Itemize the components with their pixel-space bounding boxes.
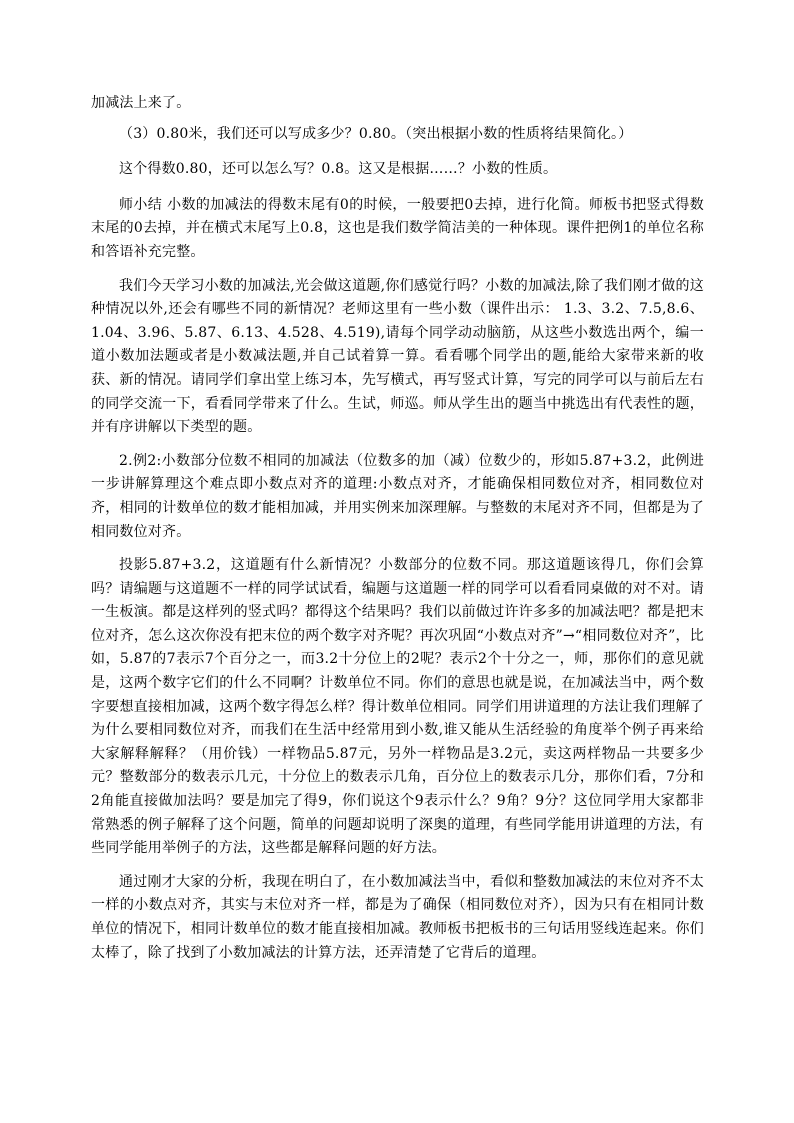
paragraph-result-simplify: 这个得数0.80，还可以怎么写？0.8。这又是根据……？小数的性质。 xyxy=(119,161,558,178)
paragraph-conclusion: 通过刚才大家的分析，我现在明白了，在小数加减法当中，看似和整数加减法的末位对齐不太一样的小数点对齐，其实与末位对齐一样，都是为了确保（相同数位对齐），因为只有在相同计数单位的情况下，相同计数单位的数才能直接相加减。教师板书把板书的三句话用竖线连起来。你们太棒了，除了找到了小数加减法的计算方法，还弄清楚了它背后的道理。 xyxy=(91,873,704,961)
paragraph-teacher-summary: 师小结 小数的加减法的得数末尾有0的时候，一般要把0去掉，进行化简。师板书把竖式得数末尾的0去掉，并在横式末尾写上0.8，这也是我们数学简洁美的一种体现。课件把例1的单位名称和答语补充完整。 xyxy=(91,196,704,260)
document-body xyxy=(91,92,704,965)
paragraph-example-2: 2.例2:小数部分位数不相同的加减法（位数多的加（减）位数少的，形如5.87+3.2，此例进一步讲解算理这个难点即小数点对齐的道理:小数点对齐，才能确保相同数位对齐，相同数位对齐，相同的计数单位的数才能相加减，并用实例来加深理解。与整数的末尾对齐不同，但都是为了相同数位对齐。 xyxy=(91,452,704,540)
paragraph-item-3: （3）0.80米，我们还可以写成多少？0.80。（突出根据小数的性质将结果简化。） xyxy=(119,125,633,142)
paragraph-new-situations: 我们今天学习小数的加减法,光会做这道题,你们感觉行吗？小数的加减法,除了我们刚才做的这种情况以外,还会有哪些不同的新情况？老师这里有一些小数（课件出示： 1.3、3.2、7.5,8.6、1.04、3.96、5.87、6.13、4.528、4.519),请每个同学动动脑筋，从这些小数选出两个，编一道小数加法题或者是小数减法题,并自己试着算一算。看看哪个同学出的题,能给大家带来新的收获、新的情况。请同学们拿出堂上练习本，先写横式，再写竖式计算，写完的同学可以与前后左右的同学交流一下，看看同学带来了什么。生试，师巡。师从学生出的题当中挑选出有代表性的题，并有序讲解以下类型的题。 xyxy=(91,277,704,436)
paragraph-projection-discussion: 投影5.87+3.2，这道题有什么新情况？小数部分的位数不同。那这道题该得几，你们会算吗？请编题与这道题不一样的同学试试看，编题与这道题一样的同学可以看看同桌做的对不对。请一生板演。都是这样列的竖式吗？都得这个结果吗？我们以前做过许许多多的加减法吧？都是把末位对齐，怎么这次你没有把末位的两个数字对齐呢？再次巩固“小数点对齐”→“相同数位对齐”，比如，5.87的7表示7个百分之一，而3.2十分位上的2呢？表示2个十分之一，师，那你们的意见就是，这两个数字它们的什么不同啊？计数单位不同。你们的意思也就是说，在加减法当中，两个数字要想直接相加减，这两个数字得怎么样？得计数单位相同。同学们用讲道理的方法让我们理解了为什么要相同数位对齐，而我们在生活中经常用到小数,谁又能从生活经验的角度举个例子再来给大家解释解释？（用价钱）一样物品5.87元，另外一样物品是3.2元，卖这两样物品一共要多少元？整数部分的数表示几元，十分位上的数表示几角，百分位上的数表示几分，那你们看，7分和2角能直接做加法吗？要是加完了得9，你们说这个9表示什么？9角？9分？这位同学用大家都非常熟悉的例子解释了这个问题，简单的问题却说明了深奥的道理，有些同学能用讲道理的方法，有些同学能用举例子的方法，这些都是解释问题的好方法。 xyxy=(91,557,704,857)
paragraph-continuation: 加减法上来了。 xyxy=(91,95,191,111)
